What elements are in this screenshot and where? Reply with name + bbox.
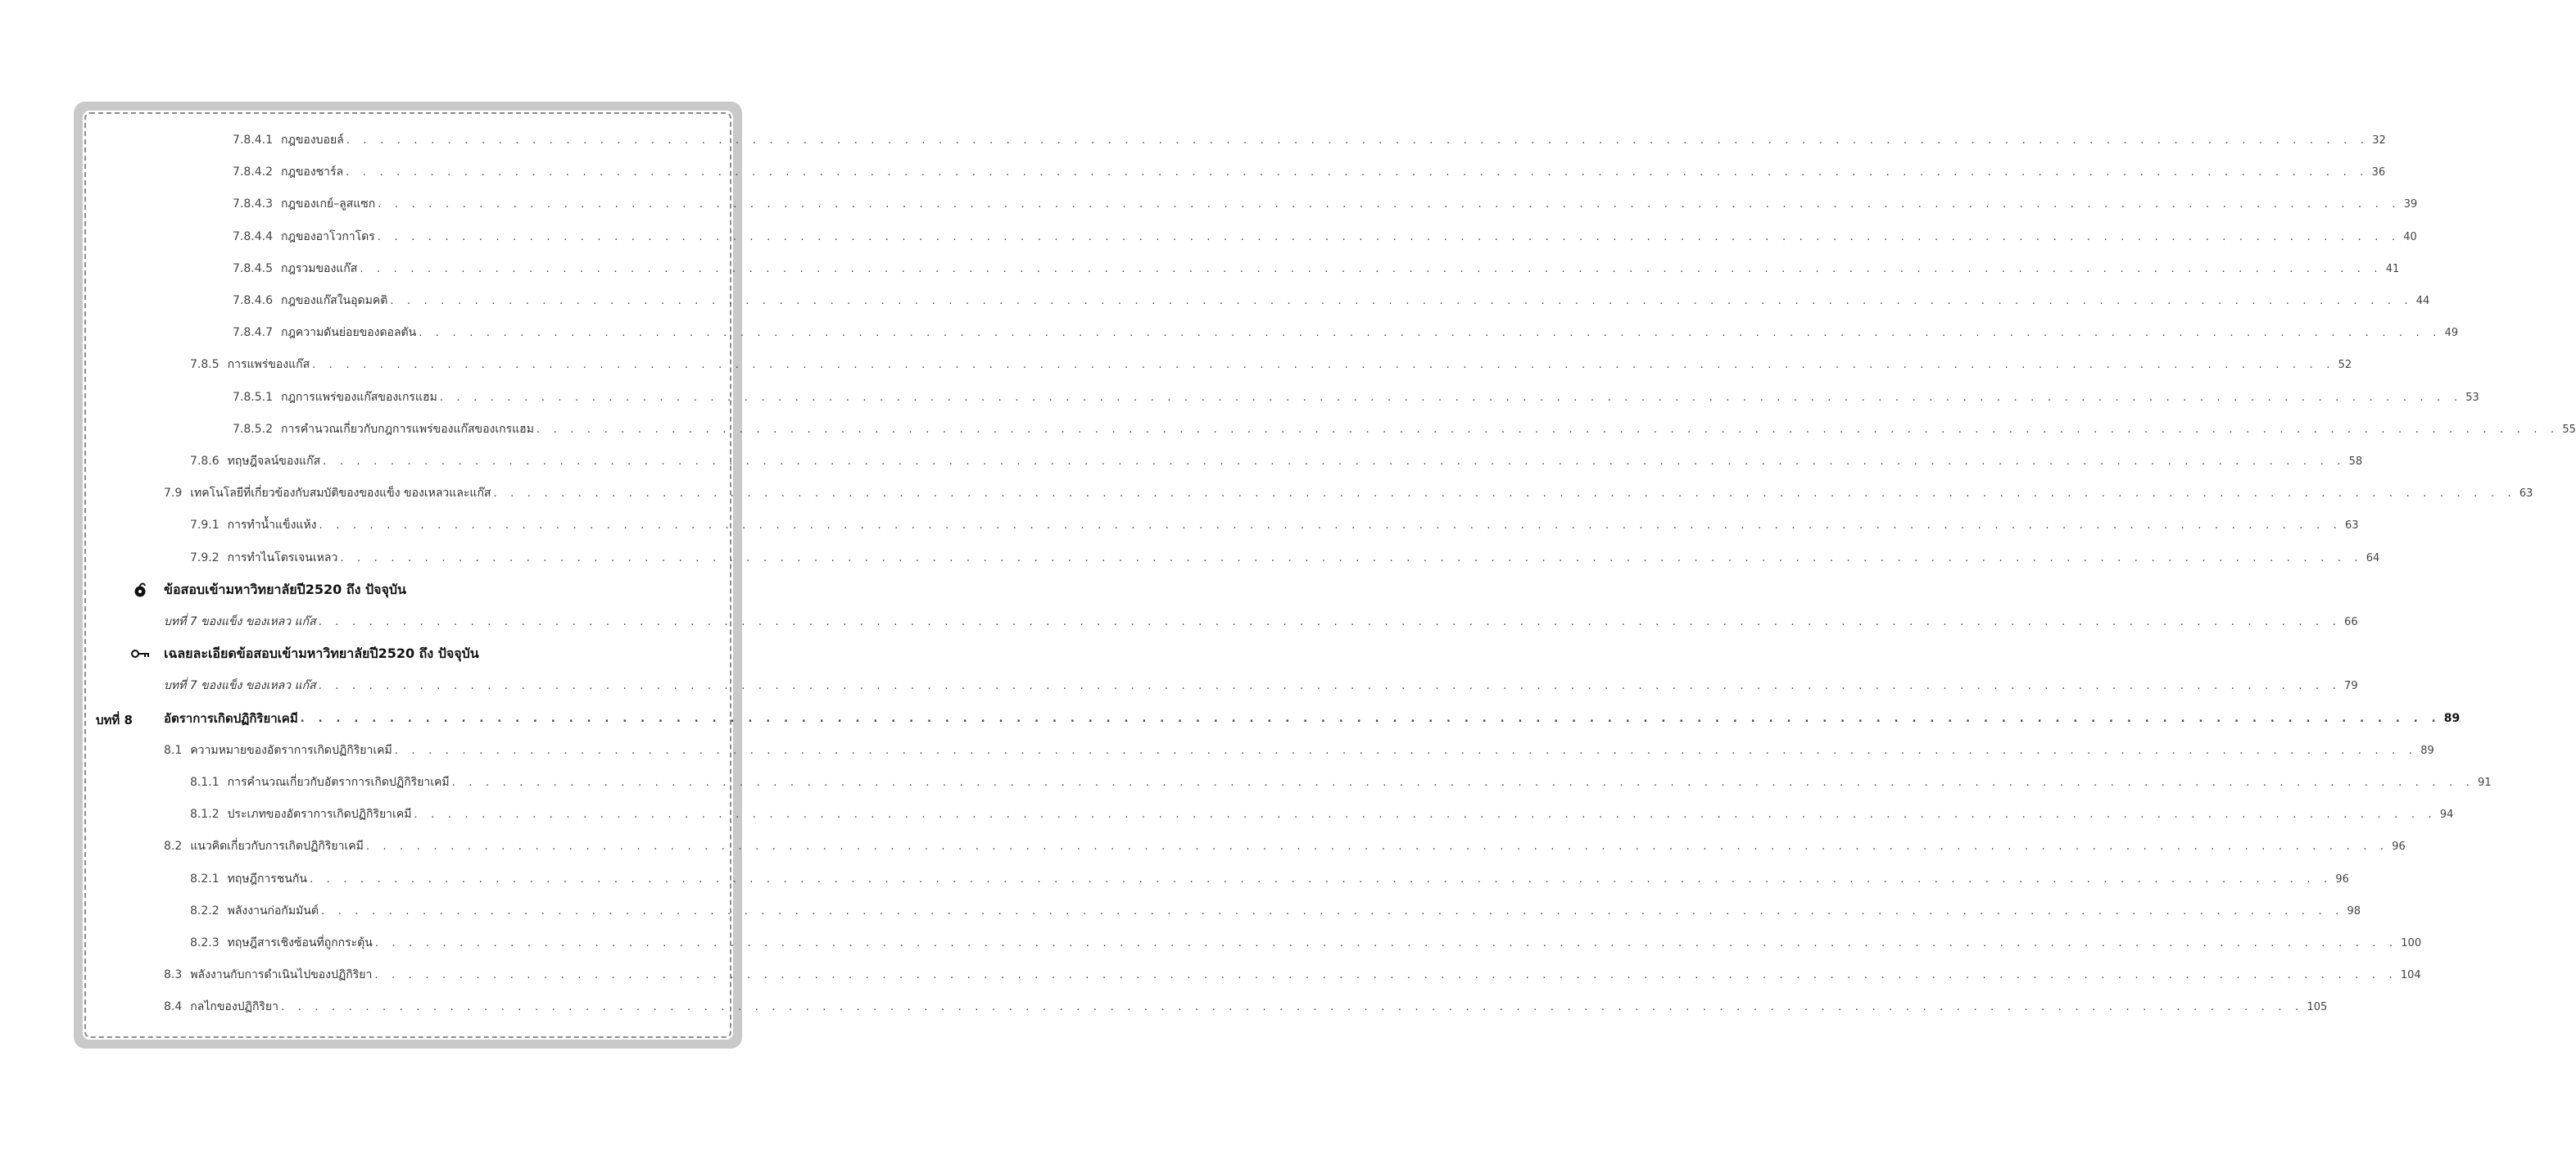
toc-entry: [190, 546, 2380, 570]
dot-leader: . . . . . . . . . . . . . . . . . . . . . . . . . . . . . . . . . . . . . . . . . . . . . . . . . . . . . . . . . . . . . . . . . . . . . . . . . . . . . . . . . . . . . . . . . . . . . . . . . . . . . . . . . . . . . . . . . . . . . . . .: [390, 294, 2413, 307]
page-number: 94: [2439, 808, 2454, 821]
dot-leader: . . . . . . . . . . . . . . . . . . . . . . . . . . . . . . . . . . . . . . . . . . . . . . . . . . . . . . . . . . . . . . . . . . . . . . . . . . . . . . . . . . . . . . . . . . . . . . . . . . . . . . . . . . . . . . . . . . . . . . . .: [414, 808, 2437, 821]
entry-number: 7.8.4.1: [233, 134, 273, 147]
entry-title: การแพร่ของแก๊ส: [227, 358, 310, 371]
toc-entry: [164, 481, 2533, 505]
toc-entry: [164, 963, 2421, 987]
entry-number: 7.8.5.2: [233, 423, 273, 436]
toc-entry: [233, 385, 2479, 410]
dot-leader: . . . . . . . . . . . . . . . . . . . . . . . . . . . . . . . . . . . . . . . . . . . . . . . . . . . . . . . . . . . . . . . . . . . . . . . . . . . . . . . . . . . . . . . . . . . . . . . . . . . . . . . . . . . . . . . . . . . . . . . .: [346, 134, 2370, 147]
page-number: 55: [2562, 423, 2576, 436]
entry-number: 8.1.2: [190, 808, 220, 821]
entry-title: กฎของเกย์–ลูสแซก: [280, 197, 376, 211]
entry-title: ความหมายของอัตราการเกิดปฏิกิริยาเคมี: [190, 744, 392, 757]
entry-title: ประเภทของอัตราการเกิดปฏิกิริยาเคมี: [227, 808, 412, 821]
exam-entry: [164, 609, 2358, 634]
entry-title: กฎของอาโวกาโดร: [280, 230, 375, 243]
dot-leader: . . . . . . . . . . . . . . . . . . . . . . . . . . . . . . . . . . . . . . . . . . . . . . . . . . . . . . . . . . . . . . . . . . . . . . . . . . . . . . . . . . . . . . . . . . . . . . . . . . . . . . . . . . . . . . . . . . . . . . . .: [365, 840, 2389, 853]
page-number: 36: [2371, 165, 2386, 179]
entry-title: กฎของชาร์ล: [280, 165, 344, 179]
page-number: 44: [2415, 294, 2430, 307]
entry-title: การคำนวณเกี่ยวกับอัตราการเกิดปฏิกิริยาเคมี: [227, 776, 450, 789]
key-icon: [129, 648, 152, 659]
entry-title: พลังงานกับการดำเนินไปของปฏิกิริยา: [190, 968, 373, 981]
entry-number: 8.1.1: [190, 776, 220, 789]
entry-number: 8.2: [164, 840, 183, 853]
dot-leader: . . . . . . . . . . . . . . . . . . . . . . . . . . . . . . . . . . . . . . . . . . . . . . . . . . . . . . . . . . . . . . . . . . . . . . . . . . . . . . . . . . . . . . . . . . . . . . . . . . . . . . . . . . . . . . . . . . . . . . . .: [451, 776, 2475, 789]
entry-number: 7.8.4.2: [233, 165, 273, 179]
dot-leader: . . . . . . . . . . . . . . . . . . . . . . . . . . . . . . . . . . . . . . . . . . . . . . . . . . . . . . . . . . . . . . . . . . . . . . . . . . . . . . . . . . . . . . . . . . . . . . . . . . . . . . . . . . . . . . . . . . . . . . . .: [340, 551, 2363, 564]
dot-leader: . . . . . . . . . . . . . . . . . . . . . . . . . . . . . . . . . . . . . . . . . . . . . . . . . . . . . . . . . . . . . . . . . . . . . . . . . . . . . . . . . . . . . . . . . . . . . . . . . . . . . . . . . . . . . . . . . . . . . . . .: [374, 936, 2398, 949]
section-heading: [129, 578, 406, 602]
page-number: 104: [2400, 968, 2421, 981]
dot-leader: . . . . . . . . . . . . . . . . . . . . . . . . . . . . . . . . . . . . . . . . . . . . . . . . . . . . . . . . . . . . . . . . . . . . . . . . . . . . . . . . . . . . . . . . . . . . . . . . . . . . . . . . . . . . . . . . . . . . . . . .: [321, 904, 2344, 918]
page-number: 96: [2392, 840, 2406, 853]
toc-entry: [190, 770, 2492, 795]
entry-number: 7.9.1: [190, 519, 220, 532]
entry-title: เทคโนโลยีที่เกี่ยวข้องกับสมบัติของของแข็ง ของเหลวและแก๊ส: [190, 487, 491, 500]
entry-number: 7.8.4.7: [233, 326, 273, 339]
entry-number: 7.9.2: [190, 551, 220, 564]
entry-title: กฎของบอยล์: [280, 134, 344, 147]
entry-title: กฎการแพร่ของแก๊สของเกรแฮม: [280, 391, 437, 404]
answer-entry: [164, 673, 2358, 698]
entry-title: การทำไนโตรเจนเหลว: [227, 551, 338, 564]
dot-leader: . . . . . . . . . . . . . . . . . . . . . . . . . . . . . . . . . . . . . . . . . . . . . . . . . . . . . . . . . . . . . . . . . . . . . . . . . . . . . . . . . . . . . . . . . . . . . . . . . . . . . . . . . . . . . . . . . . . . . . . .: [319, 519, 2342, 532]
page-number: 63: [2519, 487, 2533, 500]
page-number: 79: [2344, 679, 2358, 692]
dot-leader: . . . . . . . . . . . . . . . . . . . . . . . . . . . . . . . . . . . . . . . . . . . . . . . . . . . . . . . . . . . . . . . . . . . . . . . . . . . . . . . . . . . . . . . . . . . . . . . . . . . . . . . . . . . . . . . . . . . . . . . .: [309, 872, 2333, 886]
dot-leader: . . . . . . . . . . . . . . . . . . . . . . . . . . . . . . . . . . . . . . . . . . . . . . . . . . . . . . . . . . . . . . . . . . . . . . . . . . . . . . . . . . . . . . . . . . . . . . . . . . . . . . . . . . . . . . . . . . . . . . . .: [318, 679, 2342, 692]
chapter-entry: [164, 706, 2461, 731]
dot-leader: . . . . . . . . . . . . . . . . . . . . . . . . . . . . . . . . . . . . . . . . . . . . . . . . . . . . . . . . . . . . . . . . . . . . . . . . . . . . . . . . . . . . . . . . . . . . . . . . . . . . . . . . . . . . . . . . . . . . . . . .: [419, 326, 2442, 339]
toc-entry: [233, 417, 2576, 442]
entry-title: พลังงานก่อกัมมันต์: [227, 904, 319, 918]
dot-leader: . . . . . . . . . . . . . . . . . . . . . . . . . . . . . . . . . . . . . . . . . . . . . . . . . . . . . . . . . . . . . . . . . . . . . . . . . . . . . . . . . . . . . . . . . . . . . . . . . . . . . . . . . . . . . . . . . . . . . . . .: [394, 744, 2418, 757]
entry-title: กฎของแก๊สในอุดมคติ: [280, 294, 388, 307]
dot-leader: . . . . . . . . . . . . . . . . . . . . . . . . . . . . . . . . . . . . . . . . . . . . . . . . . . . . . . . . . . . . . . . . . . . . . . . . . . . . . . . . . . . . . . . . . . . . . . . . . . . . . . . . . . . . . . . . . . . . . . . .: [378, 197, 2401, 211]
dot-leader: . . . . . . . . . . . . . . . . . . . . . . . . . . . . . . . . . . . . . . . . . . . . . . . . . . . . . . . . . . . . . . . . . . . . . . . . . . . . . . . . . . . . . . . . . . . . . . . . . . . . . . . . . . . . . . . . . . . . . . . .: [312, 358, 2335, 371]
toc-entry: [233, 320, 2459, 345]
entry-number: 7.8.4.3: [233, 197, 273, 211]
entry-title: ทฤษฎีจลน์ของแก๊ส: [227, 455, 321, 468]
dot-leader: . . . . . . . . . . . . . . . . . . . . . . . . . . . . . . . . . . . . . . . . . . . . . . . . . . . . . . . . . . . . . . . . . . . . . . . . . . . . . . . . . . . . . . . . . . . . . . . . . . . . . . . . . . . . . . . . . . . . . . . .: [281, 1000, 2304, 1013]
page-number: 89: [2420, 744, 2434, 757]
page-number: 100: [2401, 936, 2422, 949]
page-number: 91: [2478, 776, 2492, 789]
entry-number: 8.2.1: [190, 872, 220, 886]
lock-icon: [129, 582, 152, 598]
entry-number: 8.4: [164, 1000, 183, 1013]
heading-text: เฉลยละเอียดข้อสอบเข้ามหาวิทยาลัยปี2520 ถึง ปัจจุบัน: [164, 645, 479, 661]
toc-entry: [190, 802, 2454, 827]
page-number: 64: [2365, 551, 2380, 564]
toc-entry: [164, 834, 2406, 859]
entry-number: 7.9: [164, 487, 183, 500]
page-number: 89: [2443, 712, 2461, 725]
dot-leader: . . . . . . . . . . . . . . . . . . . . . . . . . . . . . . . . . . . . . . . . . . . . . . . . . . . . . . . . . . . . . . . . . . . . . . . . . . . . . . . . . . . . . . . . . . . . . . . . . . . . . . . . . . . . . . . . . . . . . . . .: [377, 230, 2401, 243]
toc-entry: [233, 256, 2400, 281]
heading-text: ข้อสอบเข้ามหาวิทยาลัยปี2520 ถึง ปัจจุบัน: [164, 581, 406, 597]
entry-number: 8.2.2: [190, 904, 220, 918]
dot-leader: . . . . . . . . . . . . . . . . . . . . . . . . . . . . . . . . . . . . . . . . . . . . . . . . . . . . . . . . . . . . . . . . . . . . . . . . . . . . . . . . . . . . . . . . . . . . . . . . . . . . . . . . . . . . . . . . . . . . . . . .: [323, 455, 2346, 468]
entry-title: การคำนวณเกี่ยวกับกฎการแพร่ของแก๊สของเกรแฮม: [280, 423, 534, 436]
entry-number: 8.2.3: [190, 936, 220, 949]
section-heading: [129, 641, 479, 666]
entry-number: 7.8.4.5: [233, 262, 273, 275]
page-number: 41: [2385, 262, 2400, 275]
entry-number: 8.1: [164, 744, 183, 757]
entry-title: อัตราการเกิดปฏิกิริยาเคมี: [164, 711, 298, 726]
toc-entry: [190, 449, 2363, 474]
chapter-label: บทที่ 8: [96, 713, 133, 727]
entry-title: แนวคิดเกี่ยวกับการเกิดปฏิกิริยาเคมี: [190, 840, 364, 853]
entry-title: กฎความดันย่อยของดอลตัน: [280, 326, 417, 339]
toc-entry: [233, 192, 2418, 216]
dot-leader: . . . . . . . . . . . . . . . . . . . . . . . . . . . . . . . . . . . . . . . . . . . . . . . . . . . . . . . . . . . . . . . . . . . . . . . . . . . . . . . . . . . . . . . . . . . . . . . . . . . . . . . . . . . . . . . . . . . . . . . .: [318, 615, 2342, 628]
toc-entry: [233, 128, 2386, 152]
dot-leader: . . . . . . . . . . . . . . . . . . . . . . . . . . . . . . . . . . . . . . . . . . . . . . . . . . . . . . . . . . . . . . . . . . . . . . . . . . . . . . . . . . . . . . . . . . . . . . . . . . . . . . . . . . . . . . . . . . . . . . . .: [360, 262, 2383, 275]
page-number: 53: [2465, 391, 2479, 404]
page-number: 40: [2403, 230, 2417, 243]
toc-entry: [190, 899, 2361, 923]
entry-title: กฎรวมของแก๊ส: [280, 262, 358, 275]
page-number: 52: [2338, 358, 2352, 371]
dot-leader: . . . . . . . . . . . . . . . . . . . . . . . . . . . . . . . . . . . . . . . . . . . . . . . . . . . . . . . . . . . . . . . . . . . . . . . . . . . . . . . . . . . . . . . . . . . . . . . . . . . . . . . . . . . . . . . . . . . . . . . .: [300, 712, 2441, 725]
toc-entry: [190, 867, 2349, 891]
toc-entry: [190, 513, 2359, 537]
toc-entry: [190, 931, 2422, 955]
dot-leader: . . . . . . . . . . . . . . . . . . . . . . . . . . . . . . . . . . . . . . . . . . . . . . . . . . . . . . . . . . . . . . . . . . . . . . . . . . . . . . . . . . . . . . . . . . . . . . . . . . . . . . . . . . . . . . . . . . . . . . . .: [493, 487, 2516, 500]
dot-leader: . . . . . . . . . . . . . . . . . . . . . . . . . . . . . . . . . . . . . . . . . . . . . . . . . . . . . . . . . . . . . . . . . . . . . . . . . . . . . . . . . . . . . . . . . . . . . . . . . . . . . . . . . . . . . . . . . . . . . . . .: [374, 968, 2397, 981]
page-number: 105: [2307, 1000, 2328, 1013]
entry-title: การทำน้ำแข็งแห้ง: [227, 519, 317, 532]
entry-number: 7.8.5.1: [233, 391, 273, 404]
entry-number: 7.8.4.6: [233, 294, 273, 307]
entry-title: ทฤษฎีการชนกัน: [227, 872, 307, 886]
page-number: 66: [2344, 615, 2358, 628]
page-number: 58: [2348, 455, 2363, 468]
entry-title: ทฤษฎีสารเชิงซ้อนที่ถูกกระตุ้น: [227, 936, 373, 949]
entry-title: กลไกของปฏิกิริยา: [190, 1000, 278, 1013]
page-number: 32: [2372, 134, 2386, 147]
toc-entry: [233, 160, 2386, 184]
dot-leader: . . . . . . . . . . . . . . . . . . . . . . . . . . . . . . . . . . . . . . . . . . . . . . . . . . . . . . . . . . . . . . . . . . . . . . . . . . . . . . . . . . . . . . . . . . . . . . . . . . . . . . . . . . . . . . . . . . . . . . . .: [536, 423, 2560, 436]
page-number: 39: [2403, 197, 2418, 211]
entry-number: 7.8.4.4: [233, 230, 273, 243]
entry-number: 8.3: [164, 968, 183, 981]
toc-entry: [233, 224, 2417, 249]
toc-entry: [190, 352, 2352, 377]
page-number: 96: [2335, 872, 2349, 886]
toc-entry: [164, 995, 2328, 1019]
entry-number: 7.8.5: [190, 358, 220, 371]
dot-leader: . . . . . . . . . . . . . . . . . . . . . . . . . . . . . . . . . . . . . . . . . . . . . . . . . . . . . . . . . . . . . . . . . . . . . . . . . . . . . . . . . . . . . . . . . . . . . . . . . . . . . . . . . . . . . . . . . . . . . . . .: [439, 391, 2463, 404]
entry-title: บทที่ 7 ของแข็ง ของเหลว แก๊ส: [164, 679, 316, 692]
toc-entry: [164, 738, 2434, 763]
dot-leader: . . . . . . . . . . . . . . . . . . . . . . . . . . . . . . . . . . . . . . . . . . . . . . . . . . . . . . . . . . . . . . . . . . . . . . . . . . . . . . . . . . . . . . . . . . . . . . . . . . . . . . . . . . . . . . . . . . . . . . . .: [346, 165, 2369, 179]
page-number: 49: [2444, 326, 2459, 339]
toc-entry: [233, 288, 2430, 313]
entry-title: บทที่ 7 ของแข็ง ของเหลว แก๊ส: [164, 615, 316, 628]
entry-number: 7.8.6: [190, 455, 220, 468]
page-number: 98: [2347, 904, 2361, 918]
page-number: 63: [2344, 519, 2359, 532]
